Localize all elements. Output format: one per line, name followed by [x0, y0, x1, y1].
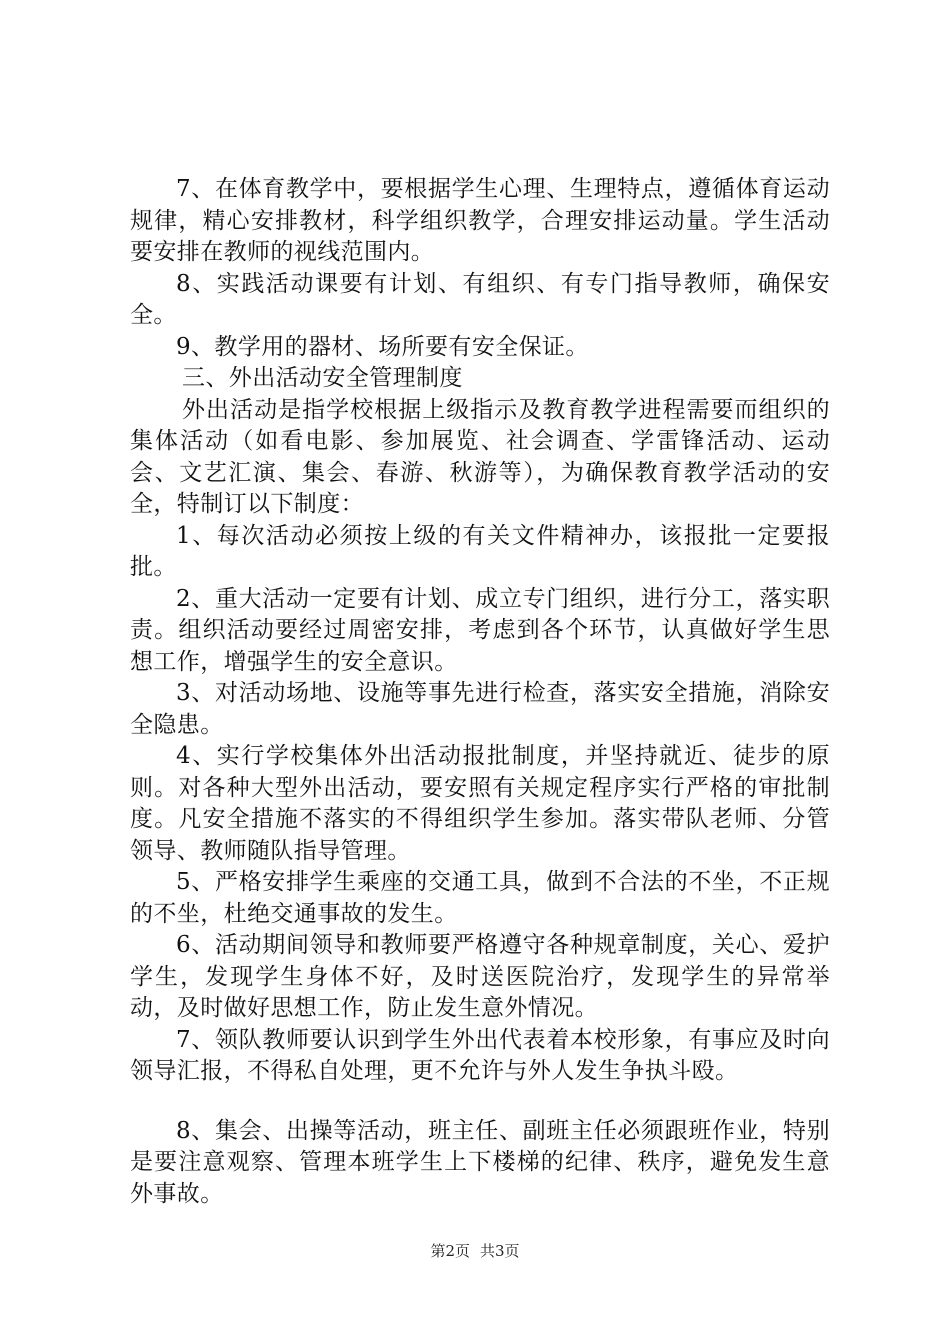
- paragraph-item-9-equipment: 9、教学用的器材、场所要有安全保证。: [176, 333, 589, 360]
- page-footer: [0, 1241, 950, 1261]
- paragraph-rule-3: 3、对活动场地、设施等事先进行检查，落实安全措施，消除安全隐患。: [130, 680, 830, 738]
- paragraph-rule-1: 1、每次活动必须按上级的有关文件精神办，该报批一定要报批。: [130, 522, 830, 580]
- section-intro-paragraph: 外出活动是指学校根据上级指示及教育教学进程需要而组织的集体活动（如看电影、参加展览、社会调查、学雷锋活动、运动会、文艺汇演、集会、春游、秋游等），为确保教育教学活动的安全，特制订以下制度：: [130, 396, 830, 517]
- paragraph-rule-2: 2、重大活动一定要有计划、成立专门组织，进行分工，落实职责。组织活动要经过周密安排，考虑到各个环节，认真做好学生思想工作，增强学生的安全意识。: [130, 585, 830, 675]
- paragraph-item-8-practice: 8、实践活动课要有计划、有组织、有专门指导教师，确保安全。: [130, 270, 830, 328]
- document-body: [130, 174, 830, 1210]
- page-number: 第2页: [430, 1242, 470, 1260]
- page-total: 共3页: [480, 1242, 520, 1260]
- paragraph-spacer: [130, 1088, 830, 1116]
- paragraph-rule-8: 8、集会、出操等活动，班主任、副班主任必须跟班作业，特别是要注意观察、管理本班学生上下楼梯的纪律、秩序，避免发生意外事故。: [130, 1117, 830, 1207]
- paragraph-rule-6: 6、活动期间领导和教师要严格遵守各种规章制度，关心、爱护学生，发现学生身体不好，及时送医院治疗，发现学生的异常举动，及时做好思想工作，防止发生意外情况。: [130, 932, 830, 1021]
- paragraph-rule-7: 7、领队教师要认识到学生外出代表着本校形象，有事应及时向领导汇报，不得私自处理，更不允许与外人发生争执斗殴。: [130, 1026, 830, 1084]
- paragraph-item-7-pe: 7、在体育教学中，要根据学生心理、生理特点，遵循体育运动规律，精心安排教材，科学组织教学，合理安排运动量。学生活动要安排在教师的视线范围内。: [130, 176, 830, 265]
- paragraph-rule-5: 5、严格安排学生乘座的交通工具，做到不合法的不坐，不正规的不坐，杜绝交通事故的发生。: [130, 869, 830, 927]
- paragraph-rule-4: 4、实行学校集体外出活动报批制度，并坚持就近、徒步的原则。对各种大型外出活动，要安照有关规定程序实行严格的审批制度。凡安全措施不落实的不得组织学生参加。落实带队老师、分管领导、教师随队指导管理。: [130, 743, 830, 864]
- section-heading-outing-safety: 三、外出活动安全管理制度: [182, 365, 463, 391]
